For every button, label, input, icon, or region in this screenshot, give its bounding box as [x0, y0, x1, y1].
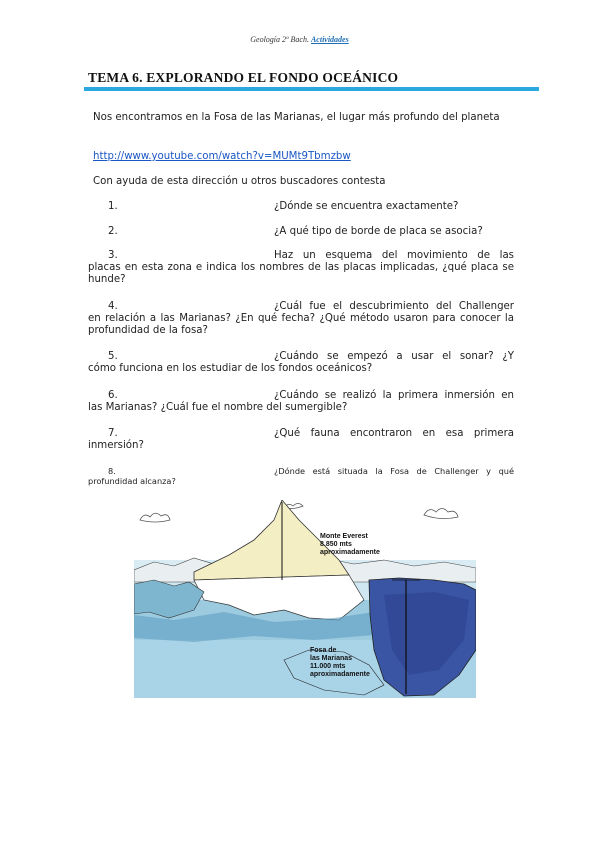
everest-label-line-1: Monte Everest	[320, 533, 368, 540]
question-text-continued: cómo funciona en los estudiar de los fondos oceánicos?	[88, 363, 373, 374]
question-text: ¿Cuándo se empezó a usar el sonar? ¿Y	[274, 351, 514, 362]
question-text-continued: las Marianas? ¿Cuál fue el nombre del sumergible?	[88, 402, 348, 413]
question-text-continued: profundidad alcanza?	[88, 476, 176, 486]
question-number: 8.	[108, 466, 116, 476]
question-6	[88, 390, 514, 414]
intro-paragraph: Nos encontramos en la Fosa de las Marianas, el lugar más profundo del planeta	[93, 112, 500, 123]
question-text-continued: placas en esta zona e indica los nombres de las placas implicadas, ¿qué placa se hunde?	[88, 262, 514, 285]
question-8	[88, 466, 514, 486]
title-divider	[84, 87, 539, 91]
everest-label-line-2: 8.850 mts	[320, 541, 352, 548]
everest-label-line-3: aproximadamente	[320, 549, 380, 556]
question-number: 1.	[108, 201, 118, 212]
question-number: 7.	[108, 428, 118, 439]
page-header	[0, 35, 599, 44]
question-text: ¿Qué fauna encontraron en esa primera	[274, 428, 514, 439]
question-text: ¿Dónde está situada la Fosa de Challenger y qué	[274, 466, 514, 476]
question-number: 3.	[108, 250, 118, 261]
page-title: TEMA 6. EXPLORANDO EL FONDO OCEÁNICO	[88, 70, 399, 85]
trench-label-line-4: aproximadamente	[310, 671, 370, 678]
question-3	[88, 250, 514, 286]
question-4	[88, 301, 514, 337]
question-5	[88, 351, 514, 375]
question-number: 6.	[108, 390, 118, 401]
activities-link[interactable]: Actividades	[310, 35, 349, 44]
question-text: ¿Cuándo se realizó la primera inmersión en	[274, 390, 514, 401]
question-2	[88, 226, 514, 238]
question-number: 2.	[108, 226, 118, 237]
trench-label-line-1: Fosa de	[310, 647, 337, 654]
question-number: 4.	[108, 301, 118, 312]
question-7	[88, 428, 514, 452]
course-label: Geología 2º Bach.	[250, 35, 309, 44]
question-1	[88, 201, 514, 213]
question-text-continued: inmersión?	[88, 440, 144, 451]
question-number: 5.	[108, 351, 118, 362]
trench-label-line-3: 11.000 mts	[310, 663, 346, 670]
ocean-profile-illustration	[134, 500, 476, 698]
question-text: Haz un esquema del movimiento de las	[274, 250, 514, 261]
question-text: ¿Dónde se encuentra exactamente?	[274, 201, 459, 212]
question-text-continued: en relación a las Marianas? ¿En qué fecha? ¿Qué método usaron para conocer la profundidad de la fosa?	[88, 313, 514, 336]
question-text: ¿A qué tipo de borde de placa se asocia?	[274, 226, 483, 237]
youtube-link[interactable]: http://www.youtube.com/watch?v=MUMt9Tbmzbw	[93, 151, 351, 162]
question-text: ¿Cuál fue el descubrimiento del Challenger	[274, 301, 514, 312]
trench-label-line-2: las Marianas	[310, 655, 353, 662]
instruction-text: Con ayuda de esta dirección u otros buscadores contesta	[93, 176, 386, 187]
